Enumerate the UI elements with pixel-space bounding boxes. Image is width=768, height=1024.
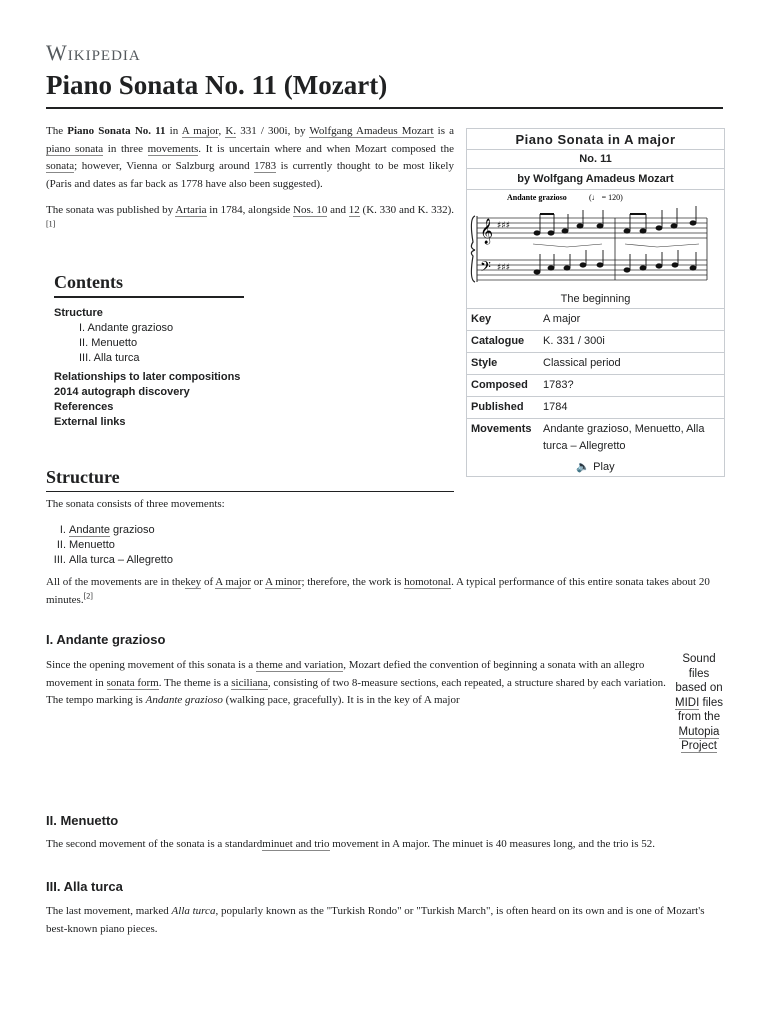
infobox-value: 1784 [543,401,568,413]
inline-link[interactable]: theme and variation [255,659,344,671]
movement-list [46,523,173,568]
infobox-row [467,309,724,331]
infobox-key: Published [471,401,524,413]
inline-link[interactable]: Nos. 10 [293,204,328,216]
note-glyph: ♩ [591,193,600,202]
text-run: grazioso [109,524,155,536]
inline-link[interactable]: movements [147,142,199,155]
movement-item [46,553,173,568]
text-run: , [218,125,226,137]
text-run: (K. 330 and K. 332). [359,204,454,216]
section-heading-andante: I. Andante grazioso [46,632,166,647]
infobox-row [467,419,724,457]
text-run: ; therefore, the work is [301,576,405,588]
text-run: The last movement, marked [46,905,172,917]
intro-paragraph-2 [46,202,454,237]
treble-clef: 𝄞 [480,219,494,244]
play-label: Play [593,461,615,473]
inline-link[interactable]: A major [181,125,219,137]
text-run: . A typical performance of this entire sonata takes about 20 minutes. [46,576,710,606]
inline-link[interactable]: homotonal [404,576,452,588]
speaker-icon: 🔈 [576,461,591,473]
movement-item [46,523,173,538]
infobox-rows [467,309,724,457]
score-tempo: Andante grazioso [507,193,567,202]
section-heading-menuetto: II. Menuetto [46,813,119,828]
score-caption: The beginning [560,293,631,305]
toc-item[interactable]: II. Menuetto [79,337,138,349]
toc-item[interactable]: III. Alla turca [79,352,140,364]
infobox-row [467,397,724,419]
section-heading-alla-turca: III. Alla turca [46,879,123,894]
italic-text: Andante grazioso [145,694,223,706]
section-heading-structure: Structure [46,467,120,487]
inline-link[interactable]: Andante [69,524,110,536]
movement-number: III. [53,554,66,566]
andante-paragraph [46,657,678,710]
movements-paragraph [46,574,723,609]
inline-link[interactable]: K. [225,125,237,137]
intro-paragraph-1 [46,123,454,193]
inline-link[interactable]: siciliana [231,676,268,689]
inline-link[interactable]: 12 [348,204,360,216]
toc-title: Contents [54,272,244,298]
inline-link[interactable]: sonata form [106,676,159,689]
infobox-key: Catalogue [471,335,525,347]
infobox-value: Classical period [543,357,621,369]
section-divider [46,491,454,492]
title-divider [46,107,723,109]
text-run: , consisting of two 8-measure sections, each repeated, a structure shared by each variation. The tempo marking is [46,676,666,706]
infobox-row [467,353,724,375]
movement-title [69,539,115,551]
movement-title [69,524,155,537]
toc-item[interactable]: 2014 autograph discovery [54,386,190,398]
citation-link[interactable]: [1] [46,218,56,228]
infobox-title: Piano Sonata in A major [467,129,724,150]
text-run: The second movement of the sonata is a standard [46,838,263,850]
text-run: in [165,125,182,137]
italic-text: Alla turca [171,905,216,917]
text-run: ; however, Vienna or Salzburg around [74,160,255,172]
toc-item[interactable]: Structure [54,307,103,319]
text-run: Since the opening movement of this sonata is a [46,659,256,671]
infobox-row [467,375,724,397]
text-run: , Mozart defied the convention of beginning a sonata with an allegro movement in [46,659,645,689]
text-run: of [201,576,216,588]
inline-link[interactable]: MIDI [675,696,700,709]
svg-text:♯♯♯: ♯♯♯ [497,263,511,273]
bold-text: Piano Sonata No. 11 [67,125,166,137]
infobox-key: Composed [471,379,528,391]
infobox-value: 1783? [543,379,574,391]
text-run: All of the movements are in the [46,576,186,588]
inline-link[interactable]: piano sonata [46,142,104,155]
text-run: The [46,125,68,137]
score-image[interactable] [467,190,724,309]
inline-link[interactable]: Mutopia Project [678,725,720,752]
infobox-subtitle: No. 11 [467,150,724,169]
inline-link[interactable]: 1783 [254,160,277,172]
movement-number: I. [59,524,66,536]
text-run: files from the [677,696,723,723]
toc-item[interactable]: I. Andante grazioso [79,322,174,334]
text-run: or [251,576,266,588]
movement-number: II. [56,539,66,551]
sheet-music-image [467,190,724,290]
infobox-key: Style [471,357,498,369]
page-title: Piano Sonata No. 11 (Mozart) [46,70,388,100]
alla-turca-paragraph [46,903,723,938]
text-run: (walking pace, gracefully). It is in the key of A major [222,694,460,706]
inline-link[interactable]: key [185,576,202,588]
sound-files-note [672,652,726,754]
toc-item[interactable]: External links [54,416,126,428]
text-run: and [327,204,349,216]
inline-link[interactable]: A major [215,576,251,588]
inline-link[interactable]: Artaria [175,204,207,216]
text-run: Alla turca – Allegretto [69,554,173,566]
infobox [466,128,725,477]
infobox-value: A major [543,313,581,325]
text-run: 331 / 300i, by [236,125,310,137]
inline-link[interactable]: minuet and trio [262,838,330,850]
infobox-composer: by Wolfgang Amadeus Mozart [467,169,724,190]
text-run: . The theme is a [158,676,232,689]
infobox-value: Andante grazioso, Menuetto, Alla turca – Allegretto [543,423,705,452]
score-metronome: (♩ = 120) [589,193,623,202]
text-run: Sound files based on [675,653,723,694]
movement-item [46,538,173,553]
toc-list [54,306,244,430]
structure-intro: The sonata consists of three movements: [46,498,225,510]
menuetto-paragraph [46,836,723,854]
text-run: , popularly known as the "Turkish Rondo" or "Turkish March", is often heard on its own and is one of Mozart's best-known piano pieces. [46,905,705,935]
toc-item[interactable]: Relationships to later compositions [54,371,241,383]
text-run: in 1784, alongside [206,204,294,216]
bass-clef: 𝄢 [480,259,491,279]
play-button[interactable] [467,457,724,476]
text-run: in three [103,142,148,155]
infobox-key: Key [471,313,492,325]
infobox-value: K. 331 / 300i [543,335,605,347]
text-run: movement in A major. The minuet is 40 measures long, and the trio is 52. [329,838,655,850]
toc-item[interactable]: References [54,401,114,413]
movement-title [69,554,173,566]
citation-link[interactable]: [2] [83,590,93,600]
inline-link[interactable]: Wolfgang Amadeus Mozart [309,125,434,137]
wikipedia-logo[interactable]: Wikipedia [46,40,141,65]
text-run: is a [433,125,455,137]
svg-text:♯♯♯: ♯♯♯ [497,221,511,231]
infobox-row [467,331,724,353]
inline-link[interactable]: sonata [46,160,75,172]
text-run: . It is uncertain where and when Mozart composed the [198,142,454,155]
text-run: Menuetto [69,539,115,551]
infobox-key: Movements [471,423,532,435]
text-run: The sonata was published by [46,204,176,216]
table-of-contents [54,272,244,430]
inline-link[interactable]: A minor [265,576,302,588]
text-run: is currently thought to be most likely (Paris and dates as far back as 1778 have also been suggested). [46,160,454,190]
